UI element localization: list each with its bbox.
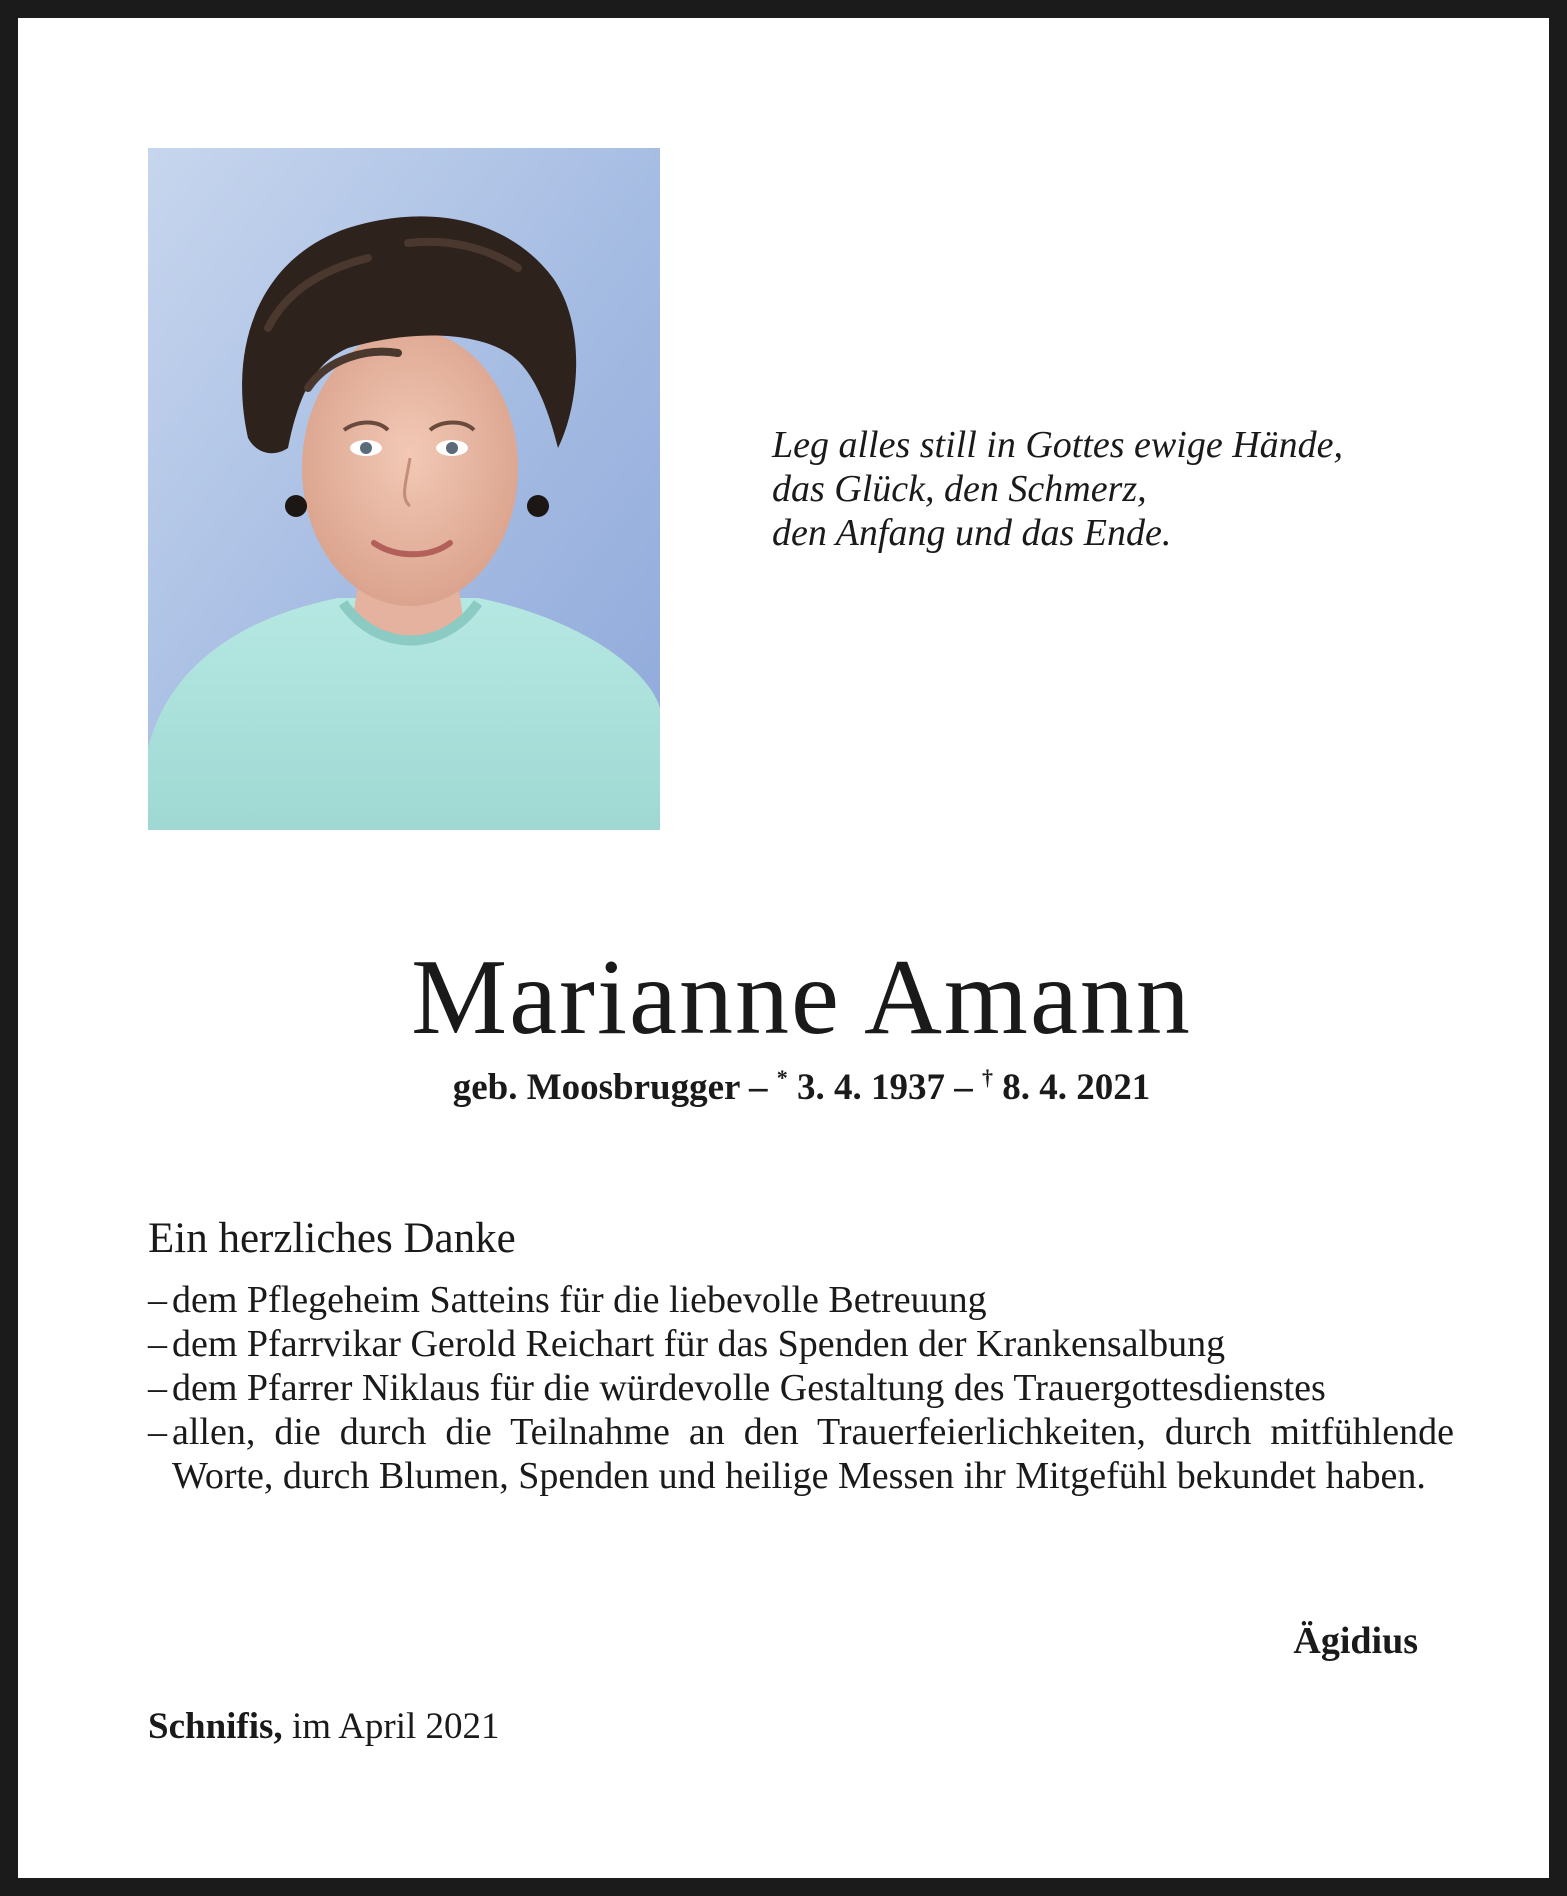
place-date: im April 2021 xyxy=(291,1706,500,1747)
death-symbol: † xyxy=(982,1065,994,1090)
verse-line: den Anfang und das Ende. xyxy=(772,512,1172,554)
thanks-item-text: dem Pfarrer Niklaus für die würdevolle Gestaltung des Trauergottesdienstes xyxy=(172,1367,1326,1409)
thanks-list xyxy=(148,1278,1454,1498)
list-dash: – xyxy=(148,1323,167,1365)
thanks-item xyxy=(148,1410,1454,1498)
thanks-item xyxy=(148,1366,1454,1410)
verse-line: das Glück, den Schmerz, xyxy=(772,468,1147,510)
maiden-name: geb. Moosbrugger – xyxy=(452,1067,768,1108)
birth-date: 3. 4. 1937 – xyxy=(797,1067,973,1108)
deceased-name: Marianne Amann xyxy=(411,938,1192,1057)
verse-line: Leg alles still in Gottes ewige Hände, xyxy=(772,424,1344,466)
list-dash: – xyxy=(148,1367,167,1409)
list-dash: – xyxy=(148,1279,167,1321)
thanks-heading: Ein herzliches Danke xyxy=(148,1215,516,1262)
signature: Ägidius xyxy=(1293,1620,1418,1662)
portrait-photo xyxy=(148,148,660,830)
death-date: 8. 4. 2021 xyxy=(1002,1067,1151,1108)
place-town: Schnifis, xyxy=(148,1706,283,1747)
thanks-item-text: dem Pfarrvikar Gerold Reichart für das Spenden der Krankensalbung xyxy=(172,1323,1226,1365)
thanks-item xyxy=(148,1278,1454,1322)
list-dash: – xyxy=(148,1411,167,1453)
thanks-item-text: dem Pflegeheim Satteins für die liebevolle Betreuung xyxy=(172,1279,987,1321)
birth-symbol: * xyxy=(776,1065,788,1090)
memorial-verse xyxy=(772,423,1412,555)
thanks-item-text: allen, die durch die Teilnahme an den Trauerfeierlichkeiten, durch mitfühlende Worte, durch Blumen, Spenden und heilige Messen ihr Mitgefühl bekundet haben. xyxy=(172,1411,1454,1497)
life-dates xyxy=(18,1063,1567,1113)
thanks-item xyxy=(148,1322,1454,1366)
place-and-date xyxy=(148,1702,500,1752)
